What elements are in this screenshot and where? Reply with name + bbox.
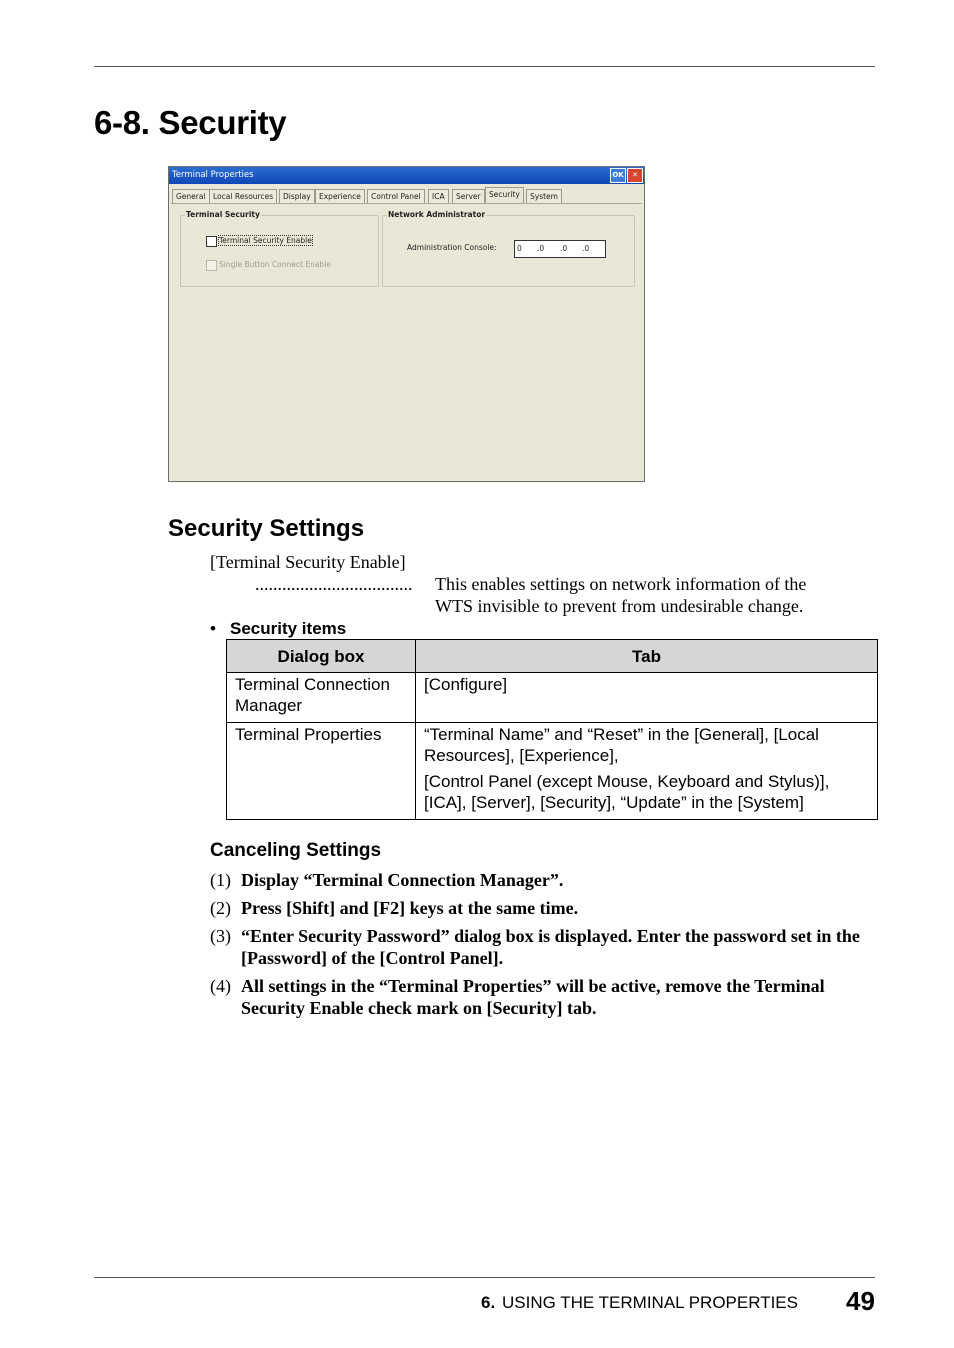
ip-octet-1: 0 (517, 244, 522, 253)
ip-octet-2: .0 (537, 244, 545, 253)
top-rule (94, 66, 875, 67)
row1-dialog-line2: Manager (235, 696, 303, 715)
step-1-num: (1) (210, 870, 231, 890)
description-line-2: WTS invisible to prevent from undesirable change. (435, 596, 804, 616)
bottom-rule (94, 1277, 875, 1278)
tab-server[interactable]: Server (452, 189, 485, 203)
terminal-security-enable-label[interactable]: Terminal Security Enable (219, 236, 312, 245)
security-settings-heading: Security Settings (168, 515, 365, 542)
canceling-settings-heading: Canceling Settings (210, 840, 382, 861)
header-dialog-box: Dialog box (227, 640, 416, 673)
step-2-text: Press [Shift] and [F2] keys at the same time. (241, 898, 579, 918)
close-icon[interactable]: ✕ (627, 168, 643, 183)
tab-experience[interactable]: Experience (315, 189, 365, 203)
network-admin-label: Network Administrator (388, 210, 486, 219)
admin-console-ip-input[interactable] (514, 240, 606, 258)
header-tab: Tab (416, 640, 878, 673)
leader-dots: ................................... (255, 574, 413, 594)
tab-system[interactable]: System (526, 189, 562, 203)
tab-local-resources[interactable]: Local Resources (209, 189, 277, 203)
terminal-security-enable-item: [Terminal Security Enable] (210, 552, 406, 572)
ip-octet-3: .0 (560, 244, 568, 253)
step-3-num: (3) (210, 926, 231, 946)
ip-octet-4: .0 (582, 244, 590, 253)
ok-button[interactable]: OK (610, 168, 626, 183)
tab-security[interactable]: Security (485, 187, 524, 203)
row1-tab-text: [Configure] (424, 675, 508, 694)
page-title: 6-8. Security (94, 104, 287, 141)
step-1-text: Display “Terminal Connection Manager”. (241, 870, 564, 890)
dialog-title: Terminal Properties (172, 170, 254, 180)
terminal-security-group (180, 210, 379, 287)
security-items-label: Security items (230, 619, 347, 638)
tab-control-panel[interactable]: Control Panel (367, 189, 425, 203)
table-row (227, 673, 878, 723)
row2-tab-text-1: “Terminal Name” and “Reset” in the [General], [Local Resources], [Experience], (424, 725, 819, 765)
terminal-security-enable-checkbox[interactable] (206, 236, 217, 247)
table-header-row (227, 640, 878, 673)
tab-ica[interactable]: ICA (428, 189, 449, 203)
description-line-1: This enables settings on network information of the (435, 574, 807, 594)
terminal-properties-dialog (168, 166, 645, 482)
tab-divider (171, 203, 642, 204)
step-2-num: (2) (210, 898, 231, 918)
admin-console-label: Administration Console: (407, 243, 497, 252)
tab-display[interactable]: Display (279, 189, 315, 203)
step-3-text: “Enter Security Password” dialog box is displayed. Enter the password set in the [Password] of the [Control Panel]. (241, 926, 860, 968)
footer-chapter-title: USING THE TERMINAL PROPERTIES (502, 1293, 798, 1312)
security-items-bullet (210, 619, 346, 639)
row2-tab (416, 723, 878, 820)
row1-dialog (227, 673, 416, 723)
single-button-connect-label: Single Button Connect Enable (219, 260, 331, 269)
row1-dialog-line1: Terminal Connection (235, 675, 390, 694)
step-4-num: (4) (210, 976, 231, 996)
footer-chapter-num: 6. (481, 1293, 496, 1312)
row2-tab-text-2: [Control Panel (except Mouse, Keyboard and Stylus)], [ICA], [Server], [Security], “Update” in the [System] (424, 772, 830, 812)
page-number: 49 (846, 1286, 875, 1316)
terminal-security-label: Terminal Security (186, 210, 260, 219)
step-4-text: All settings in the “Terminal Properties” will be active, remove the Terminal Security Enable check mark on [Security] tab. (241, 976, 825, 1018)
table-row (227, 723, 878, 820)
dialog-title-bar (169, 167, 644, 184)
row2-dialog-line1: Terminal Properties (235, 725, 382, 744)
bullet-dot: • (210, 619, 216, 638)
tab-general[interactable]: General (172, 189, 210, 203)
security-items-table (226, 639, 878, 820)
row2-dialog (227, 723, 416, 820)
row1-spacer (424, 695, 869, 716)
single-button-connect-checkbox (206, 260, 217, 271)
row1-tab (416, 673, 878, 723)
